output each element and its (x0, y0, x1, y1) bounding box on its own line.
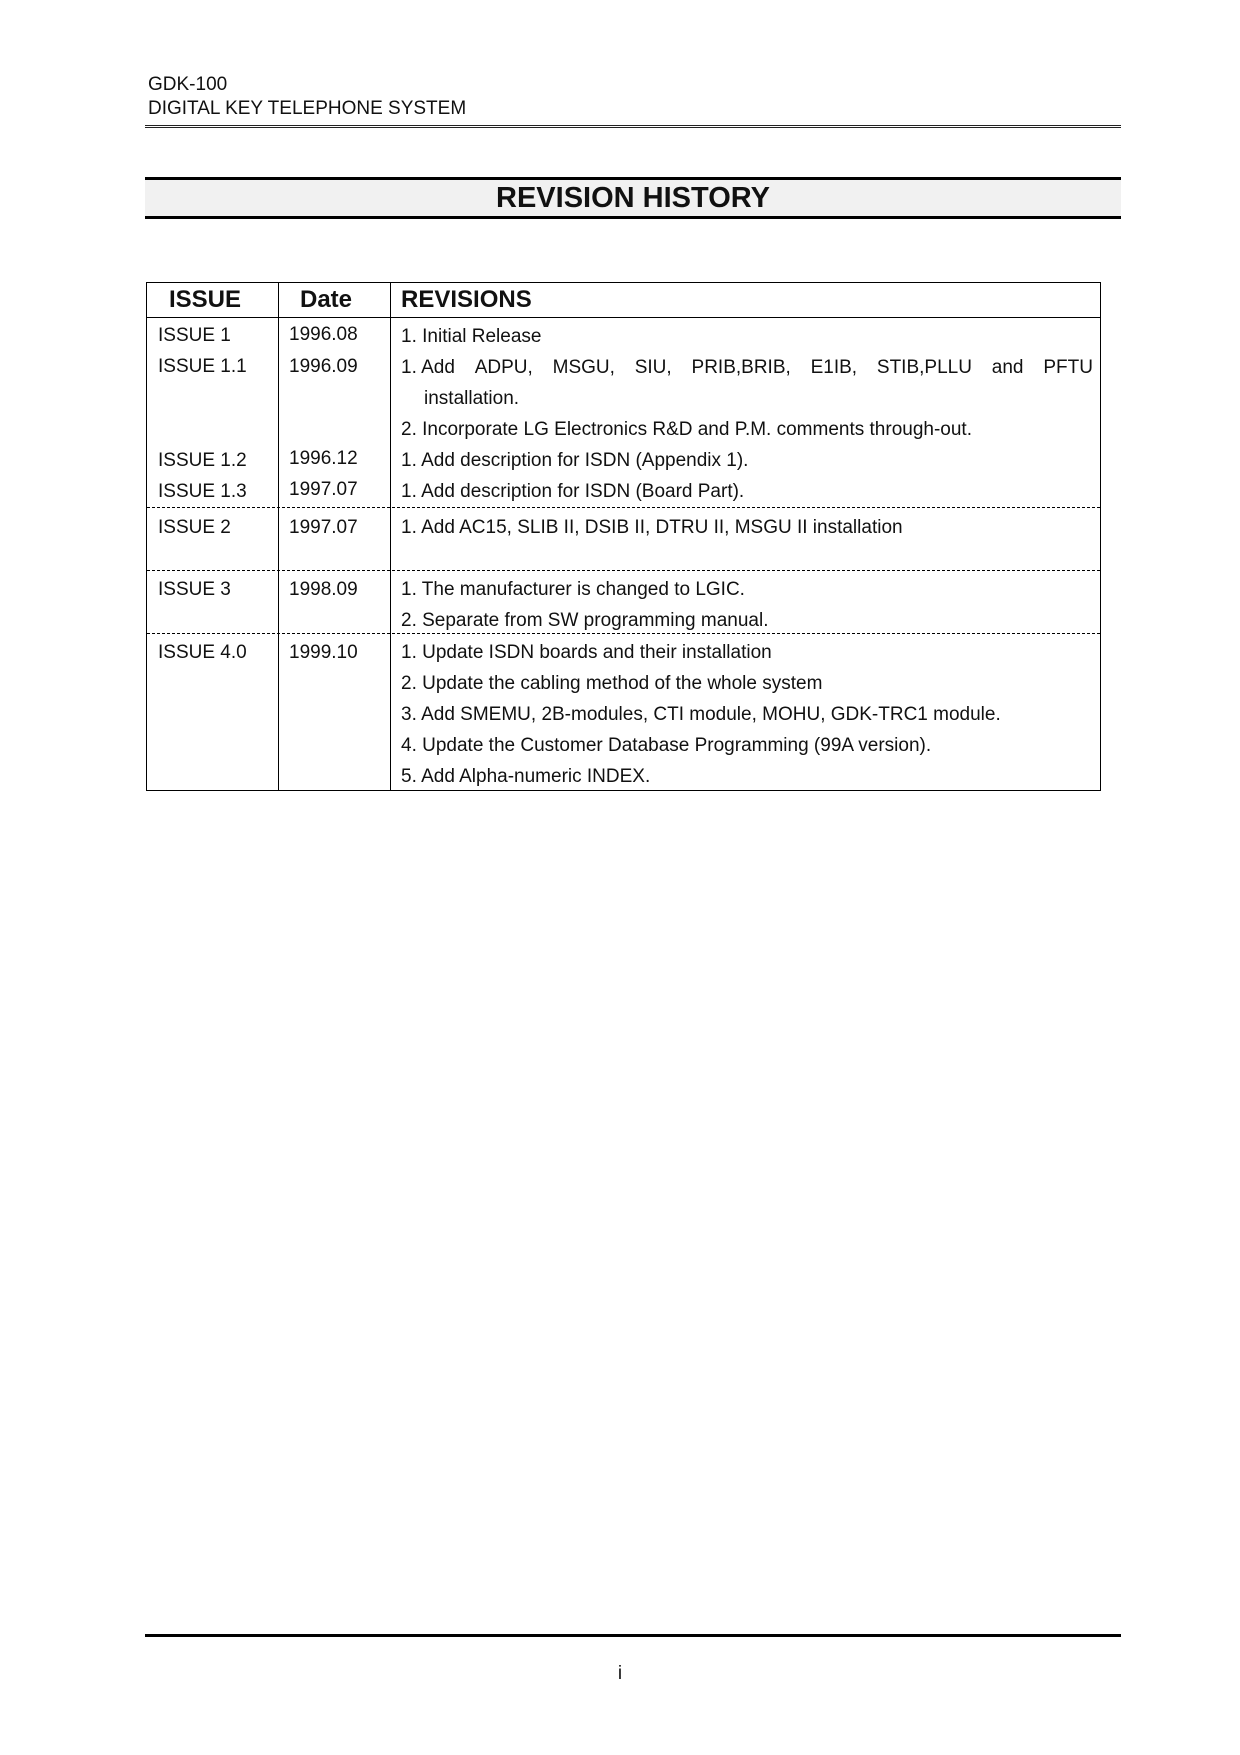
header-divider (145, 125, 1121, 128)
revision-word: 1. Add (401, 357, 455, 378)
header-revisions: REVISIONS (401, 286, 532, 313)
header-issue: ISSUE (169, 286, 242, 313)
revision-line: 3. Add SMEMU, 2B-modules, CTI module, MOHU, GDK-TRC1 module. (401, 704, 1001, 725)
column-divider (278, 283, 279, 790)
revision-line: 1. The manufacturer is changed to LGIC. (401, 579, 745, 600)
row-divider (147, 633, 1100, 634)
page-title: REVISION HISTORY (145, 177, 1121, 219)
date-cell: 1997.07 (289, 479, 358, 500)
issue-cell: ISSUE 1.2 (158, 450, 247, 471)
revision-line: 4. Update the Customer Database Programming (99A version). (401, 735, 932, 756)
revision-word: STIB,PLLU (876, 357, 972, 378)
revision-word: E1IB, (810, 357, 858, 378)
date-cell: 1996.08 (289, 324, 358, 345)
revision-word: PFTU (1043, 357, 1093, 378)
date-cell: 1997.07 (289, 517, 358, 538)
header-date: Date (300, 286, 353, 313)
revision-table (146, 282, 1101, 791)
date-cell: 1996.12 (289, 448, 358, 469)
date-cell: 1996.09 (289, 356, 358, 377)
issue-cell: ISSUE 1 (158, 325, 231, 346)
revision-line: 1. Initial Release (401, 326, 542, 347)
issue-cell: ISSUE 2 (158, 517, 231, 538)
issue-cell: ISSUE 4.0 (158, 642, 247, 663)
revision-line: 1. Add description for ISDN (Board Part). (401, 481, 745, 502)
revision-word: PRIB,BRIB, (691, 357, 791, 378)
revision-line: 5. Add Alpha-numeric INDEX. (401, 766, 651, 787)
revision-line: 1. Add AC15, SLIB II, DSIB II, DTRU II, MSGU II installation (401, 517, 903, 538)
revision-word: ADPU, (474, 357, 533, 378)
date-cell: 1998.09 (289, 579, 358, 600)
revision-line: 2. Update the cabling method of the whole system (401, 673, 823, 694)
revision-line: 2. Separate from SW programming manual. (401, 610, 769, 631)
revision-line: 1. Add description for ISDN (Appendix 1). (401, 450, 749, 471)
row-divider (147, 507, 1100, 508)
header-system-name: DIGITAL KEY TELEPHONE SYSTEM (148, 98, 467, 119)
issue-cell: ISSUE 1.1 (158, 356, 247, 377)
page-number: i (617, 1663, 623, 1684)
revision-line (401, 356, 1093, 380)
footer-divider (145, 1634, 1121, 1637)
revision-word: and (991, 357, 1024, 378)
issue-cell: ISSUE 3 (158, 579, 231, 600)
date-cell: 1999.10 (289, 642, 358, 663)
header-row-divider (147, 317, 1100, 318)
header-product: GDK-100 (148, 74, 228, 95)
column-divider (390, 283, 391, 790)
revision-line: installation. (424, 388, 520, 409)
revision-line: 1. Update ISDN boards and their installation (401, 642, 772, 663)
revision-word: SIU, (634, 357, 672, 378)
revision-word: MSGU, (552, 357, 615, 378)
document-header (148, 73, 466, 121)
row-divider (147, 570, 1100, 571)
issue-cell: ISSUE 1.3 (158, 481, 247, 502)
revision-line: 2. Incorporate LG Electronics R&D and P.M. comments through-out. (401, 419, 972, 440)
